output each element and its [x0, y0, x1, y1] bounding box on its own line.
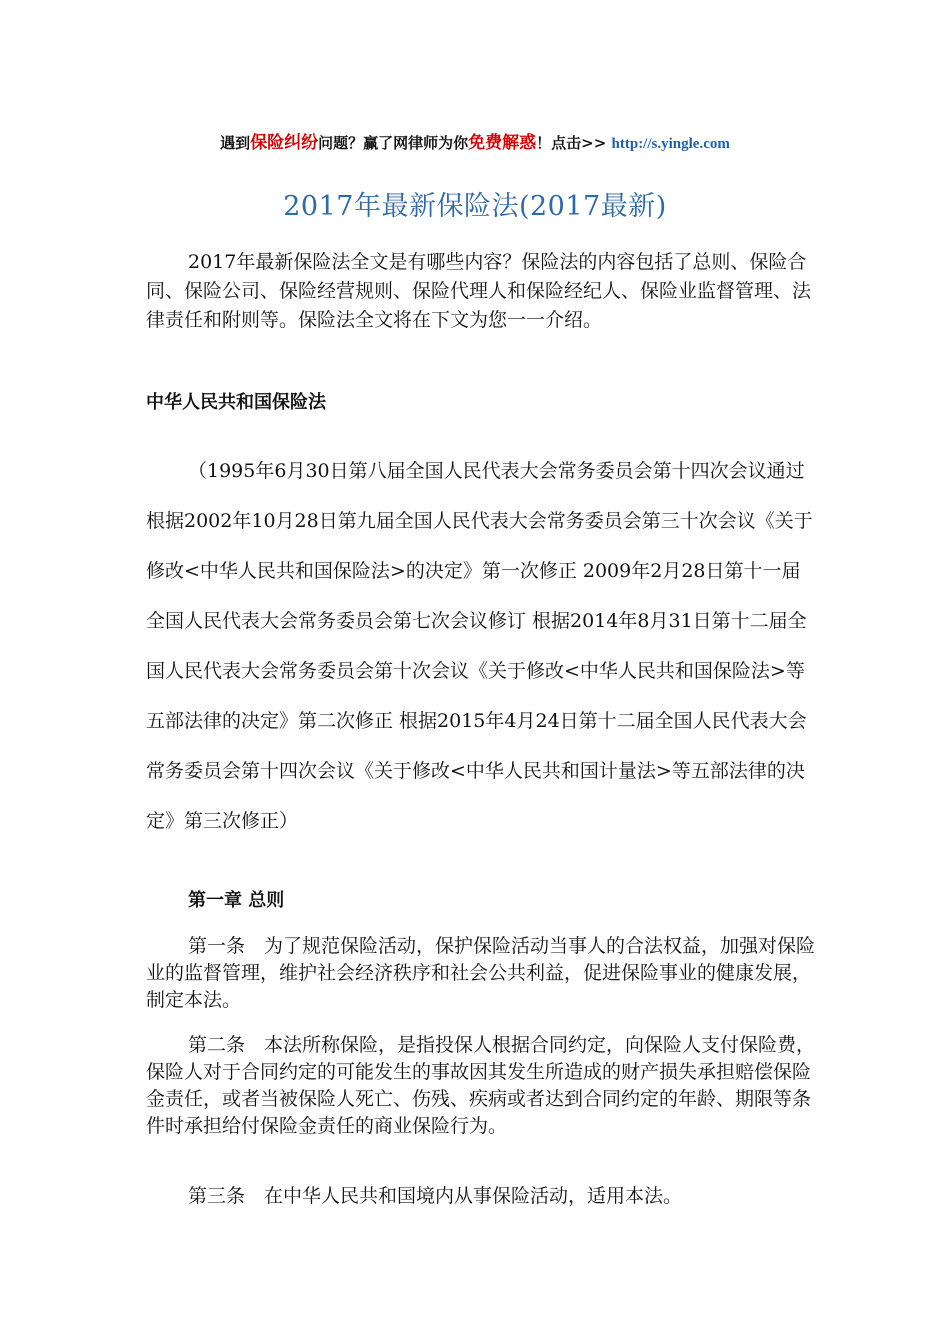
intro-paragraph: 2017年最新保险法全文是有哪些内容？保险法的内容包括了总则、保险合同、保险公司、保险经营规则、保险代理人和保险经纪人、保险业监督管理、法律责任和附则等。保险法全文将在下文为您一一介绍。 — [146, 251, 812, 331]
article-2: 第二条 本法所称保险，是指投保人根据合同约定，向保险人支付保险费，保险人对于合同约定的可能发生的事故因其发生所造成的财产损失承担赔偿保险金责任，或者当被保险人死亡、伤残、疾病或者达到合同约定的年龄、期限等条件时承担给付保险金责任的商业保险行为。 — [146, 1034, 816, 1137]
banner-highlight-dispute: 保险纠纷 — [250, 133, 319, 153]
chapter-heading: 第一章 总则 — [188, 890, 285, 911]
page-title: 2017年最新保险法(2017最新) — [283, 191, 667, 222]
law-preamble: （1995年6月30日第八届全国人民代表大会常务委员会第十四次会议通过 根据2002年10月28日第九届全国人民代表大会常务委员会第三十次会议《关于修改<中华人民共和国保险法>的决定》第一次修正 2009年2月28日第十一届全国人民代表大会常务委员会第七次会议修订 根据2014年8月31日第十二届全国人民代表大会常务委员会第十次会议《关于修改<中华人民共和国保险法>等五部法律的决定》第二次修正 根据2015年4月24日第十二届全国人民代表大会常务委员会第十四次会议《关于修改<中华人民共和国计量法>等五部法律的决定》第三次修正） — [146, 460, 813, 832]
banner-highlight-free: 免费解惑 — [468, 133, 537, 153]
ad-banner[interactable] — [0, 128, 950, 153]
article-3: 第三条 在中华人民共和国境内从事保险活动，适用本法。 — [188, 1185, 683, 1207]
banner-link[interactable]: http://s.yingle.com — [611, 136, 730, 152]
law-title: 中华人民共和国保险法 — [146, 392, 326, 413]
article-1: 第一条 为了规范保险活动，保护保险活动当事人的合法权益，加强对保险业的监督管理，维护社会经济秩序和社会公共利益，促进保险事业的健康发展，制定本法。 — [146, 935, 816, 1011]
banner-text-2: 问题？赢了网律师为你 — [318, 134, 469, 152]
banner-text-1: 遇到 — [220, 134, 251, 152]
banner-text-3: ！点击>> — [536, 134, 612, 152]
